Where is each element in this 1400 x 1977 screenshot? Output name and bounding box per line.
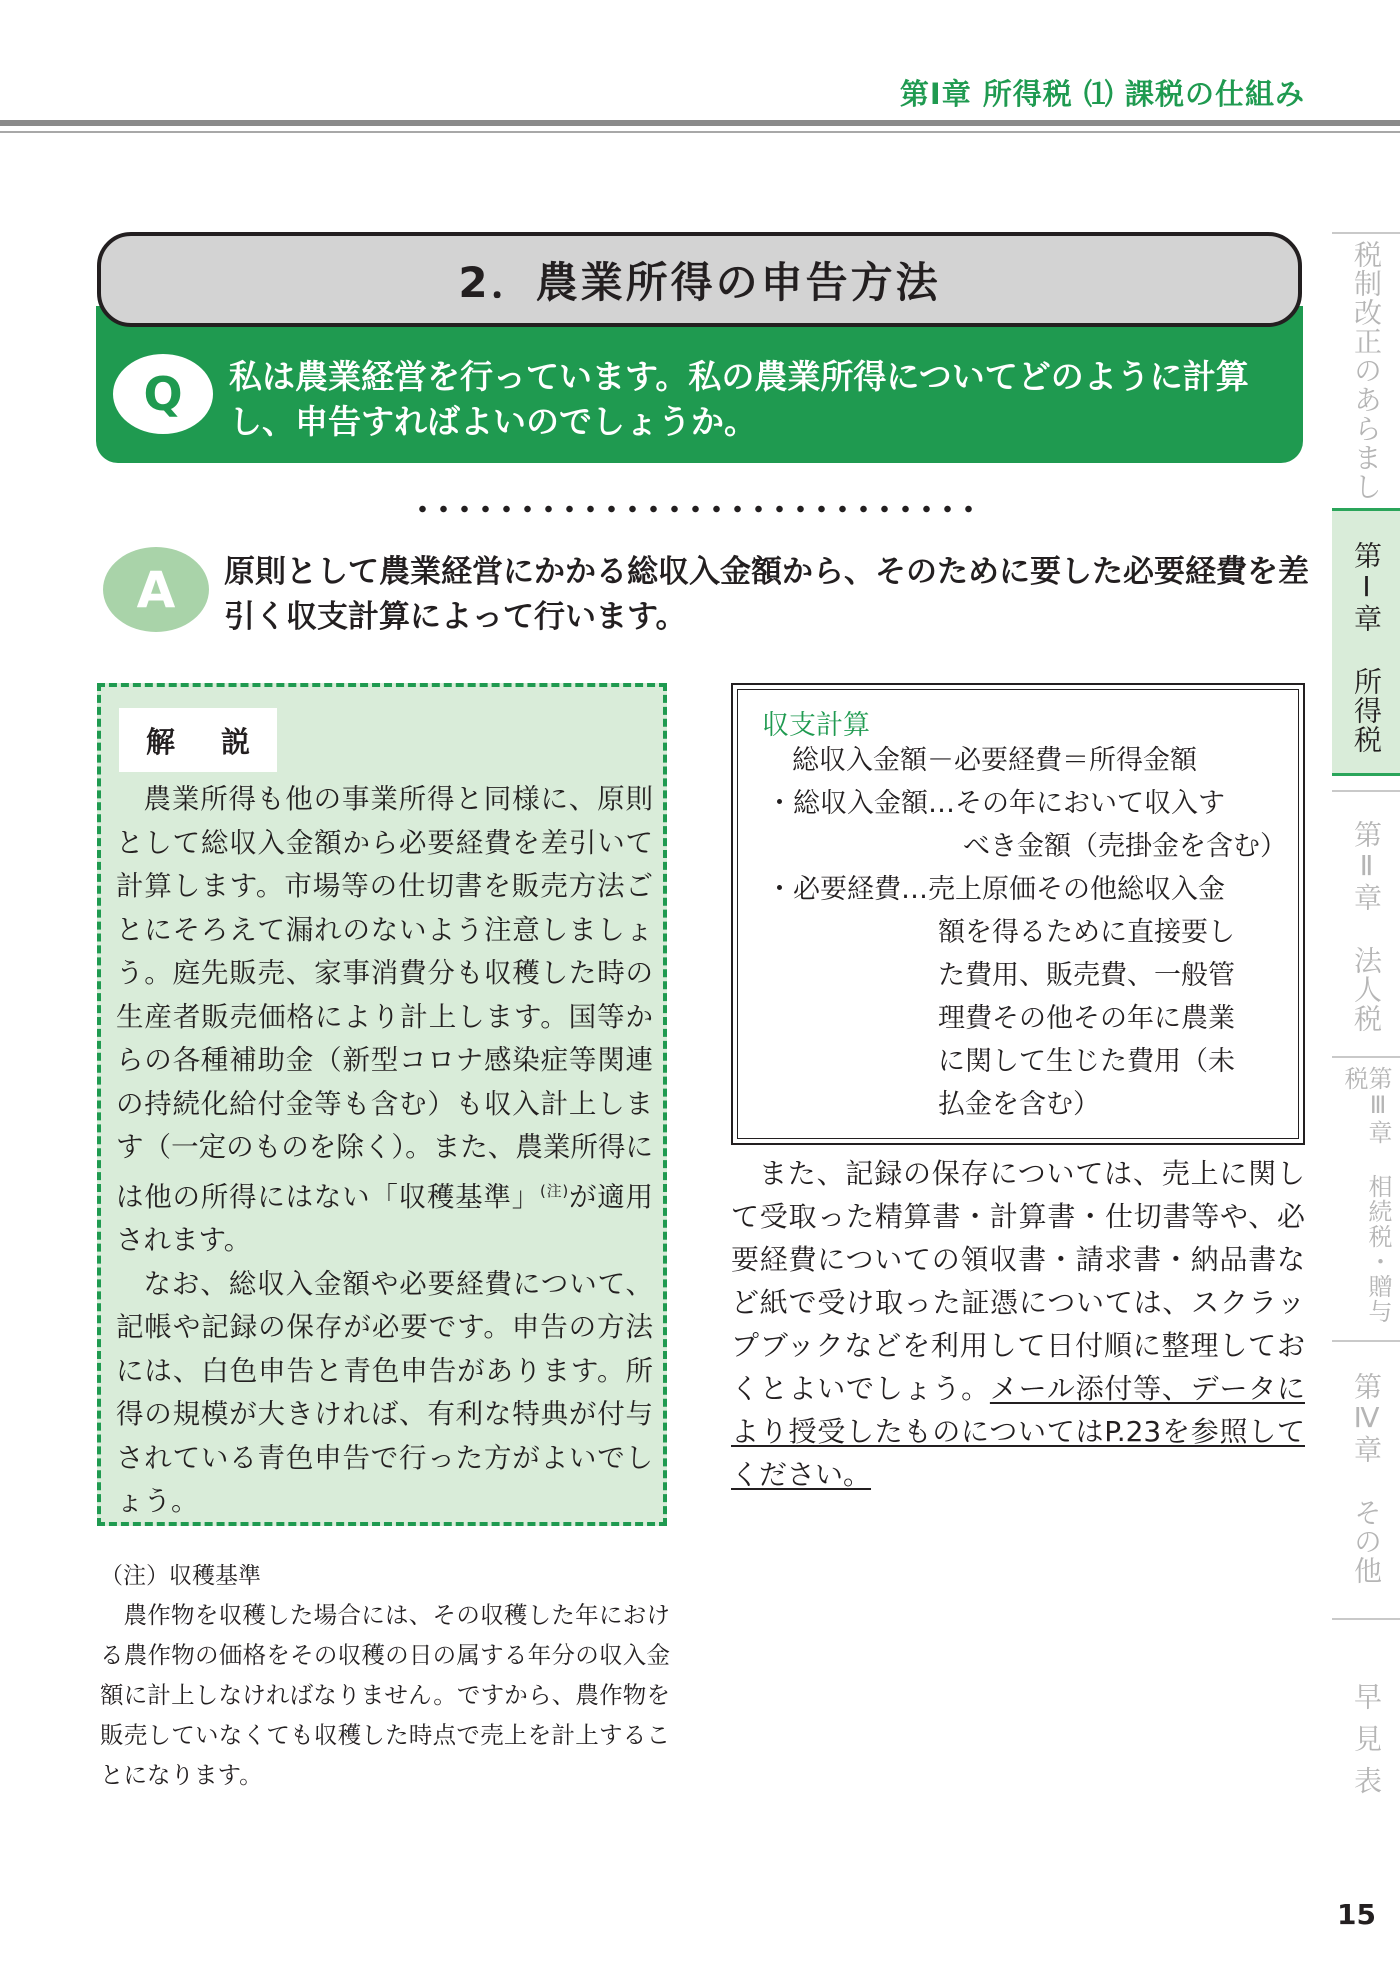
page-number: 15 bbox=[1337, 1898, 1376, 1931]
side-tab-label: 第Ⅱ章 法人税 bbox=[1350, 820, 1383, 1033]
section-title: 2．農業所得の申告方法 bbox=[458, 257, 941, 307]
formula-line: 払金を含む） bbox=[938, 1089, 1100, 1120]
formula-line: 総収入金額－必要経費＝所得金額 bbox=[792, 745, 1197, 776]
formula-line: に関して生じた費用（未 bbox=[938, 1046, 1235, 1077]
question-text: 私は農業経営を行っています。私の農業所得についてどのように計算し、申告すればよいのでしょうか。 bbox=[229, 357, 1249, 441]
formula-heading: 収支計算 bbox=[762, 710, 870, 741]
explanation-text: 農業所得も他の事業所得と同様に、原則として総収入金額から必要経費を差引いて計算します。市場等の仕切書を販売方法ごとにそろえて漏れのないよう注意しましょう。庭先販売、家事消費分も収穫した時の生産者販売価格により計上します。国等からの各種補助金（新型コロナ感染症等関連の持続化給付金等も含む）も収入計上します（一定のものを除く）。また、農業所得には他の所得にはない「収穫基準」 bbox=[116, 783, 653, 1213]
formula-line: ・必要経費…売上原価その他総収入金 bbox=[766, 874, 1225, 905]
side-tab-corporate-tax[interactable] bbox=[1332, 790, 1400, 1052]
note-title: （注）収穫基準 bbox=[100, 1563, 261, 1589]
side-tab-label: 早見表 bbox=[1350, 1682, 1383, 1808]
formula-line: 額を得るために直接要し bbox=[938, 917, 1235, 948]
records-reference-link[interactable]: メール添付等、データにより授受したものについてはP.23を参照してください。 bbox=[731, 1372, 1305, 1491]
header-rule bbox=[0, 120, 1400, 126]
formula-line: 理費その他その年に農業 bbox=[938, 1003, 1235, 1034]
explanation-label-text: 解説 bbox=[145, 724, 296, 759]
explanation-label bbox=[119, 708, 296, 772]
side-tab-quick-reference[interactable] bbox=[1332, 1618, 1400, 1858]
note-reference: (注) bbox=[539, 1181, 569, 1200]
header-rule-thin bbox=[0, 131, 1400, 133]
running-header: 第Ⅰ章 所得税 ⑴ 課税の仕組み bbox=[899, 77, 1305, 111]
explanation-body bbox=[116, 778, 653, 1524]
explanation-text: が適用されます。 bbox=[116, 1180, 653, 1257]
records-text: また、記録の保存については、売上に関して受取った精算書・計算書・仕切書等や、必要経費についての領収書・請求書・納品書など紙で受け取った証憑については、スクラップブックなどを利用して日付順に整理しておくとよいでしょう。 bbox=[731, 1157, 1305, 1405]
side-tab-label: 第Ⅲ章 相続税・贈与税 bbox=[1340, 1066, 1392, 1324]
side-tab-label: 第Ⅳ章 その他 bbox=[1350, 1372, 1383, 1585]
answer-badge-letter: A bbox=[136, 560, 176, 619]
side-tab-label: 第Ⅰ章 所得税 bbox=[1350, 541, 1383, 754]
formula-line: べき金額（売掛金を含む） bbox=[963, 831, 1287, 862]
question-badge bbox=[113, 354, 213, 434]
question-badge-letter: Q bbox=[143, 367, 183, 421]
side-tab-tax-reform[interactable] bbox=[1332, 232, 1400, 504]
side-tab-income-tax[interactable] bbox=[1332, 508, 1400, 776]
explanation-paragraph bbox=[116, 778, 653, 1263]
side-tab-inheritance-tax[interactable] bbox=[1332, 1056, 1400, 1336]
records-paragraph bbox=[731, 1152, 1305, 1496]
answer-badge bbox=[103, 547, 209, 632]
side-tab-label: 税制改正のあらまし bbox=[1350, 240, 1383, 501]
dotted-divider bbox=[412, 505, 980, 513]
side-tab-other[interactable] bbox=[1332, 1340, 1400, 1615]
section-title-box bbox=[97, 232, 1302, 327]
answer-text: 原則として農業経営にかかる総収入金額から、そのために要した必要経費を差引く収支計算によって行います。 bbox=[224, 554, 1309, 635]
formula-line: た費用、販売費、一般管 bbox=[938, 960, 1235, 991]
explanation-paragraph: なお、総収入金額や必要経費について、記帳や記録の保存が必要です。申告の方法には、白色申告と青色申告があります。所得の規模が大きければ、有利な特典が付与されている青色申告で行った方がよいでしょう。 bbox=[116, 1267, 653, 1518]
formula-line: ・総収入金額…その年において収入す bbox=[766, 788, 1225, 819]
note-body: 農作物を収穫した場合には、その収穫した年における農作物の価格をその収穫の日の属する年分の収入金額に計上しなければなりません。ですから、農作物を販売していなくても収穫した時点で売上を計上することになります。 bbox=[100, 1601, 670, 1789]
